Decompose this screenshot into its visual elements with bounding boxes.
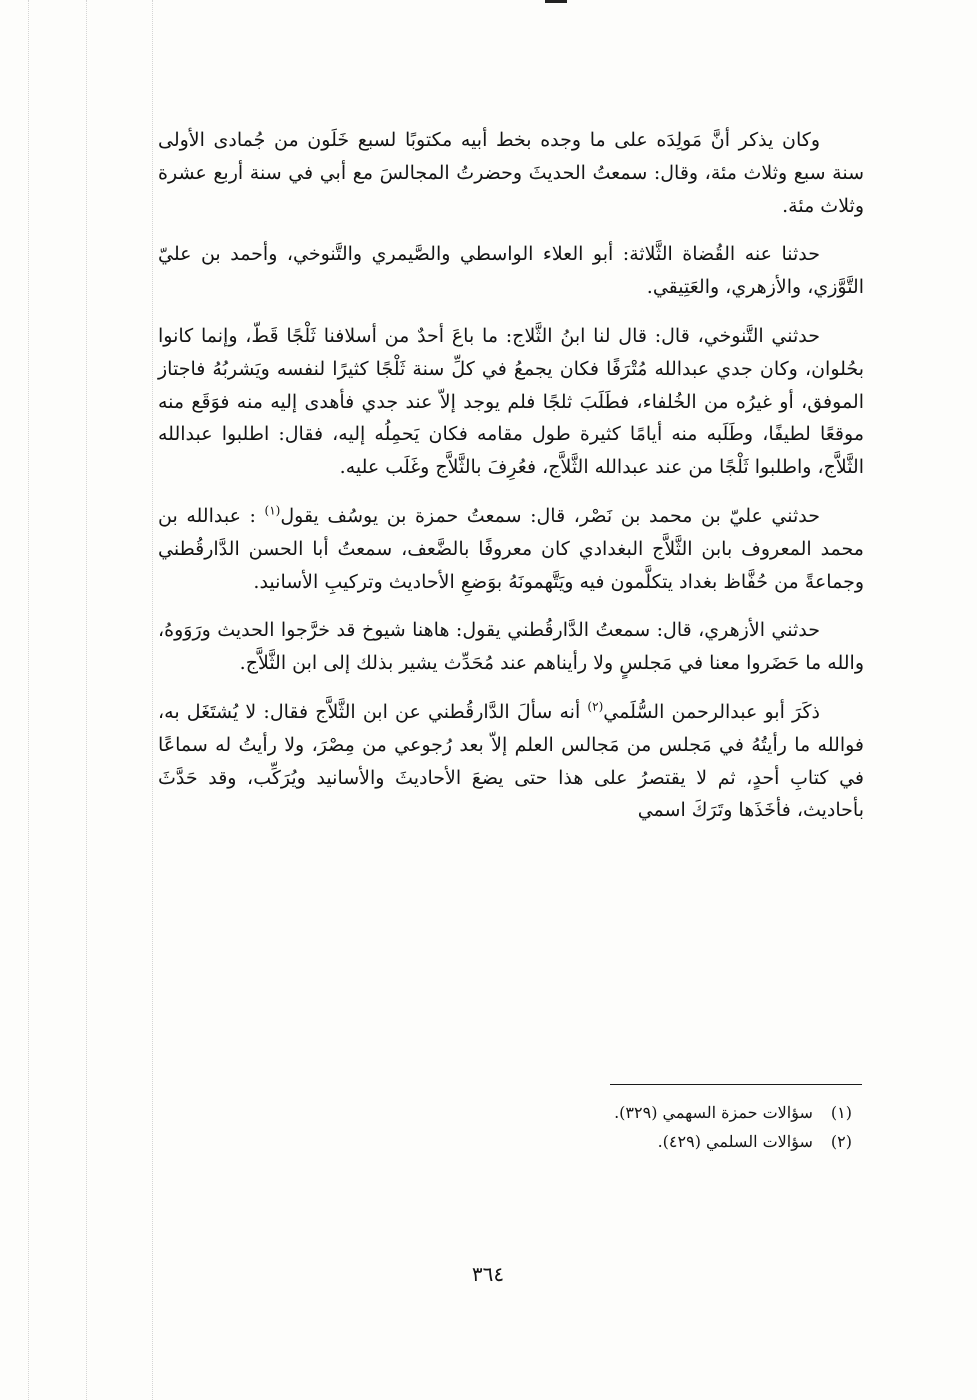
paragraph-6 [158,696,864,827]
scan-guide-line [152,0,153,1400]
paragraph-5: حدثني الأزهري، قال: سمعتُ الدَّارقُطني يقول: هاهنا شيوخ قد خرَّجوا الحديث ورَوَوهُ، والله ما حَضَروا معنا في مَجلسٍ ولا رأيناهم عند مُحَدِّث يشير بذلك إلى ابن الثَّلاَّج. [158,619,864,675]
scan-guide-line [86,0,87,1400]
footnote-2 [400,1127,852,1156]
footnote-text: سؤالات حمزة السهمي (٣٢٩). [614,1103,813,1122]
paragraph-4 [158,500,864,598]
page-number: ٣٦٤ [471,1262,505,1286]
footnote-separator [610,1084,862,1085]
footnote-text: سؤالات السلمي (٤٢٩). [657,1132,813,1151]
footnote-number: (٢) [830,1132,852,1151]
footnote-ref-1[interactable]: (١) [264,503,281,518]
paragraph-3: حدثني التَّنوخي، قال: قال لنا ابنُ الثَّلاج: ما باعَ أحدٌ من أسلافنا ثَلْجًا قَطّ، وإنما كانوا بحُلوان، وكان جدي عبدالله مُتْرَفًا فكان يجمعُ في كلِّ سنة ثَلْجًا كثيرًا لنفسه ويَشربُهُ فاجتاز الموفق، أو غيرُه من الخُلفاء، فطَلَبَ ثلجًا فلم يوجد إلاّ عند جدي فأهدى إليه منه فوَقَع منه موقعًا لطيفًا، وطَلَبه منه أيامًا كثيرة طول مقامه فكان يَحمِلُه إليه، فقال: اطلبوا عبدالله الثَّلاَّج، واطلبوا ثَلْجًا من عند عبدالله الثَّلاَّج، فعُرِفَ بالثَّلاَّج وغَلَب عليه. [158,324,864,479]
paragraph-4-rest: : عبدالله بن محمد المعروف بابن الثَّلاَّج البغدادي كان معروفًا بالضَّعف، سمعتُ أبا الحسن الدَّارقُطني وجماعةً من حُفَّاظ بغداد يتكلَّمون فيه ويَتَّهمونَهُ بوَضعِ الأحاديث وتركيبِ الأسانيد. [158,504,864,593]
footnote-number: (١) [830,1103,852,1122]
paragraph-2: حدثنا عنه القُضاة الثَّلاثة: أبو العلاء الواسطي والصَّيمري والتَّنوخي، وأحمد بن عليّ التَّوَّزي، والأزهري، والعَتِيقي. [158,243,864,299]
footnotes [400,1098,852,1156]
footnote-1 [400,1098,852,1127]
scan-guide-line [28,0,29,1400]
paragraph-1: وكان يذكر أنَّ مَولِدَه على ما وجده بخط أبيه مكتوبًا لسبع خَلَون من جُمادى الأولى سنة سبع وثلاث مئة، وقال: سمعتُ الحديثَ وحضرتُ المجالسَ مع أبي في سنة أربع عشرة وثلاث مئة. [158,129,864,217]
paragraph-6-start: ذكَرَ أبو عبدالرحمن السُّلَمي [603,700,820,723]
scan-edge-mark [545,0,567,3]
footnote-ref-2[interactable]: (٢) [587,699,604,714]
main-text [158,124,864,843]
paragraph-4-start: حدثني عليّ بن محمد بن نَصْر، قال: سمعتُ حمزة بن يوسُف يقول [280,504,820,527]
paragraph-6-rest: أنه سألَ الدَّارقُطني عن ابن الثَّلاَّج فقال: لا يُشتَغَل به، فوالله ما رأيتُهُ في مَجلس من مَجالس العلم إلاّ بعد رُجوعي من مِصْرَ، ولا رأيتُ له سماعًا في كتابِ أحدٍ، ثم لا يقتصرُ على هذا حتى يضعَ الأحاديثَ والأسانيد ويُرَكِّب، وقد حَدَّثَ بأحاديث، فأخَذَها وتَرَكَ اسمي [158,700,864,822]
